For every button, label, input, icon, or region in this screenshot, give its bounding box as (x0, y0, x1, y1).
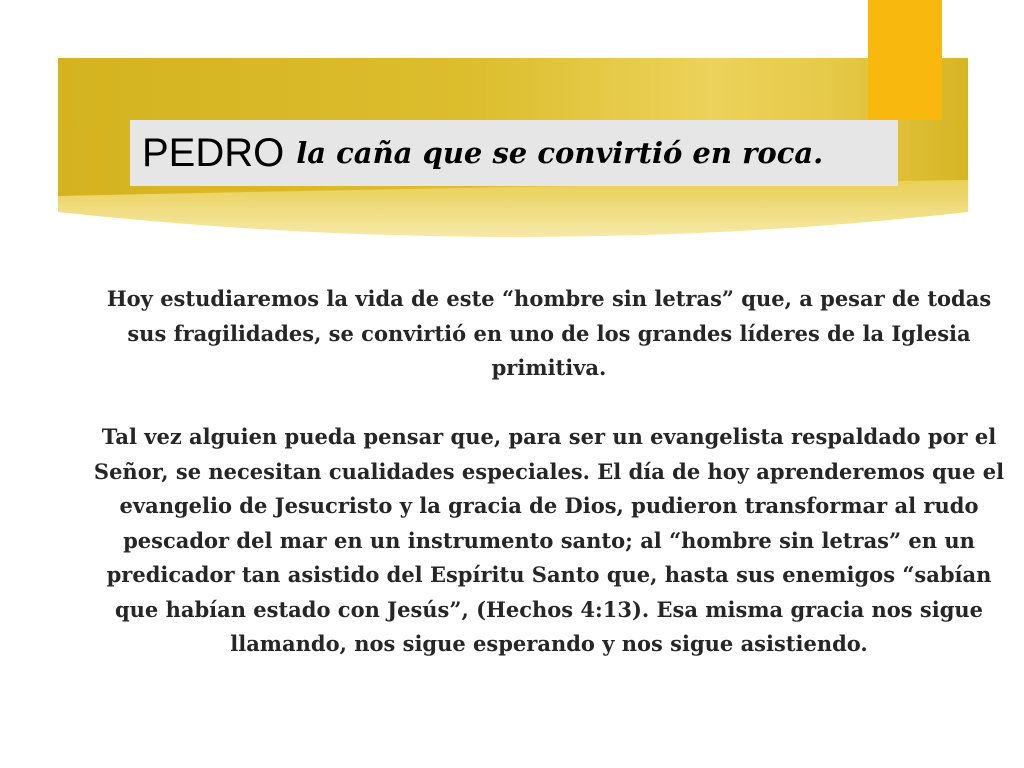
accent-tab (868, 0, 942, 120)
title-box (130, 120, 898, 186)
body-text (90, 282, 1008, 662)
page-title: PEDRO (142, 131, 285, 175)
paragraph-intro: Hoy estudiaremos la vida de este “hombre sin letras” que, a pesar de todas sus fragilidades, se convirtió en uno de los grandes líderes de la Iglesia primitiva. (106, 286, 992, 380)
paragraph-main: Tal vez alguien pueda pensar que, para ser un evangelista respaldado por el Señor, se necesitan cualidades especiales. El día de hoy aprenderemos que el evangelio de Jesucristo y la gracia de Dios, pudieron transformar al rudo pescador del mar en un instrumento santo; al “hombre sin letras” en un predicador tan asistido del Espíritu Santo que, hasta sus enemigos “sabían que habían estado con Jesús”, (Hechos 4:13). Esa misma gracia nos sigue llamando, nos sigue esperando y nos sigue asistiendo. (93, 424, 1005, 656)
page-subtitle: la caña que se convirtió en roca. (296, 135, 824, 170)
